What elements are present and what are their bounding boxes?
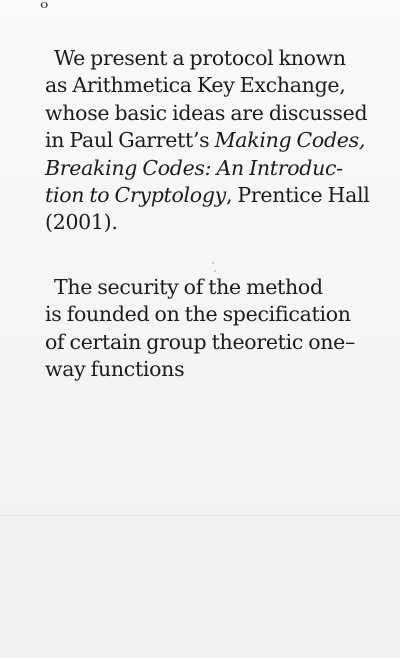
corner-mark: o xyxy=(40,0,49,12)
text-plain: in Paul Garrett’s xyxy=(45,128,215,153)
text-line: The security of the method xyxy=(54,275,323,299)
paragraph-intro xyxy=(45,45,375,237)
paragraph-security xyxy=(45,274,375,384)
text-line: whose basic ideas are discussed xyxy=(45,100,368,125)
scan-speck xyxy=(214,270,216,272)
text-line: We present a protocol known xyxy=(54,46,346,70)
scan-fold-line xyxy=(0,515,400,516)
text-line xyxy=(45,155,375,182)
text-line: as Arithmetica Key Exchange, xyxy=(45,73,346,98)
text-line: way functions xyxy=(45,357,185,382)
book-title-italic: Breaking Codes: An Introduc- xyxy=(45,155,343,180)
book-title-italic: tion to Cryptology xyxy=(45,183,226,208)
text-plain: , Prentice Hall xyxy=(225,183,370,208)
book-title-italic: Making Codes, xyxy=(214,128,366,153)
text-line: of certain group theoretic one– xyxy=(45,329,355,354)
scan-speck xyxy=(212,262,214,264)
text-line xyxy=(45,127,375,154)
text-line xyxy=(45,182,375,209)
text-line: (2001). xyxy=(45,210,118,235)
text-line: is founded on the specification xyxy=(45,302,351,327)
